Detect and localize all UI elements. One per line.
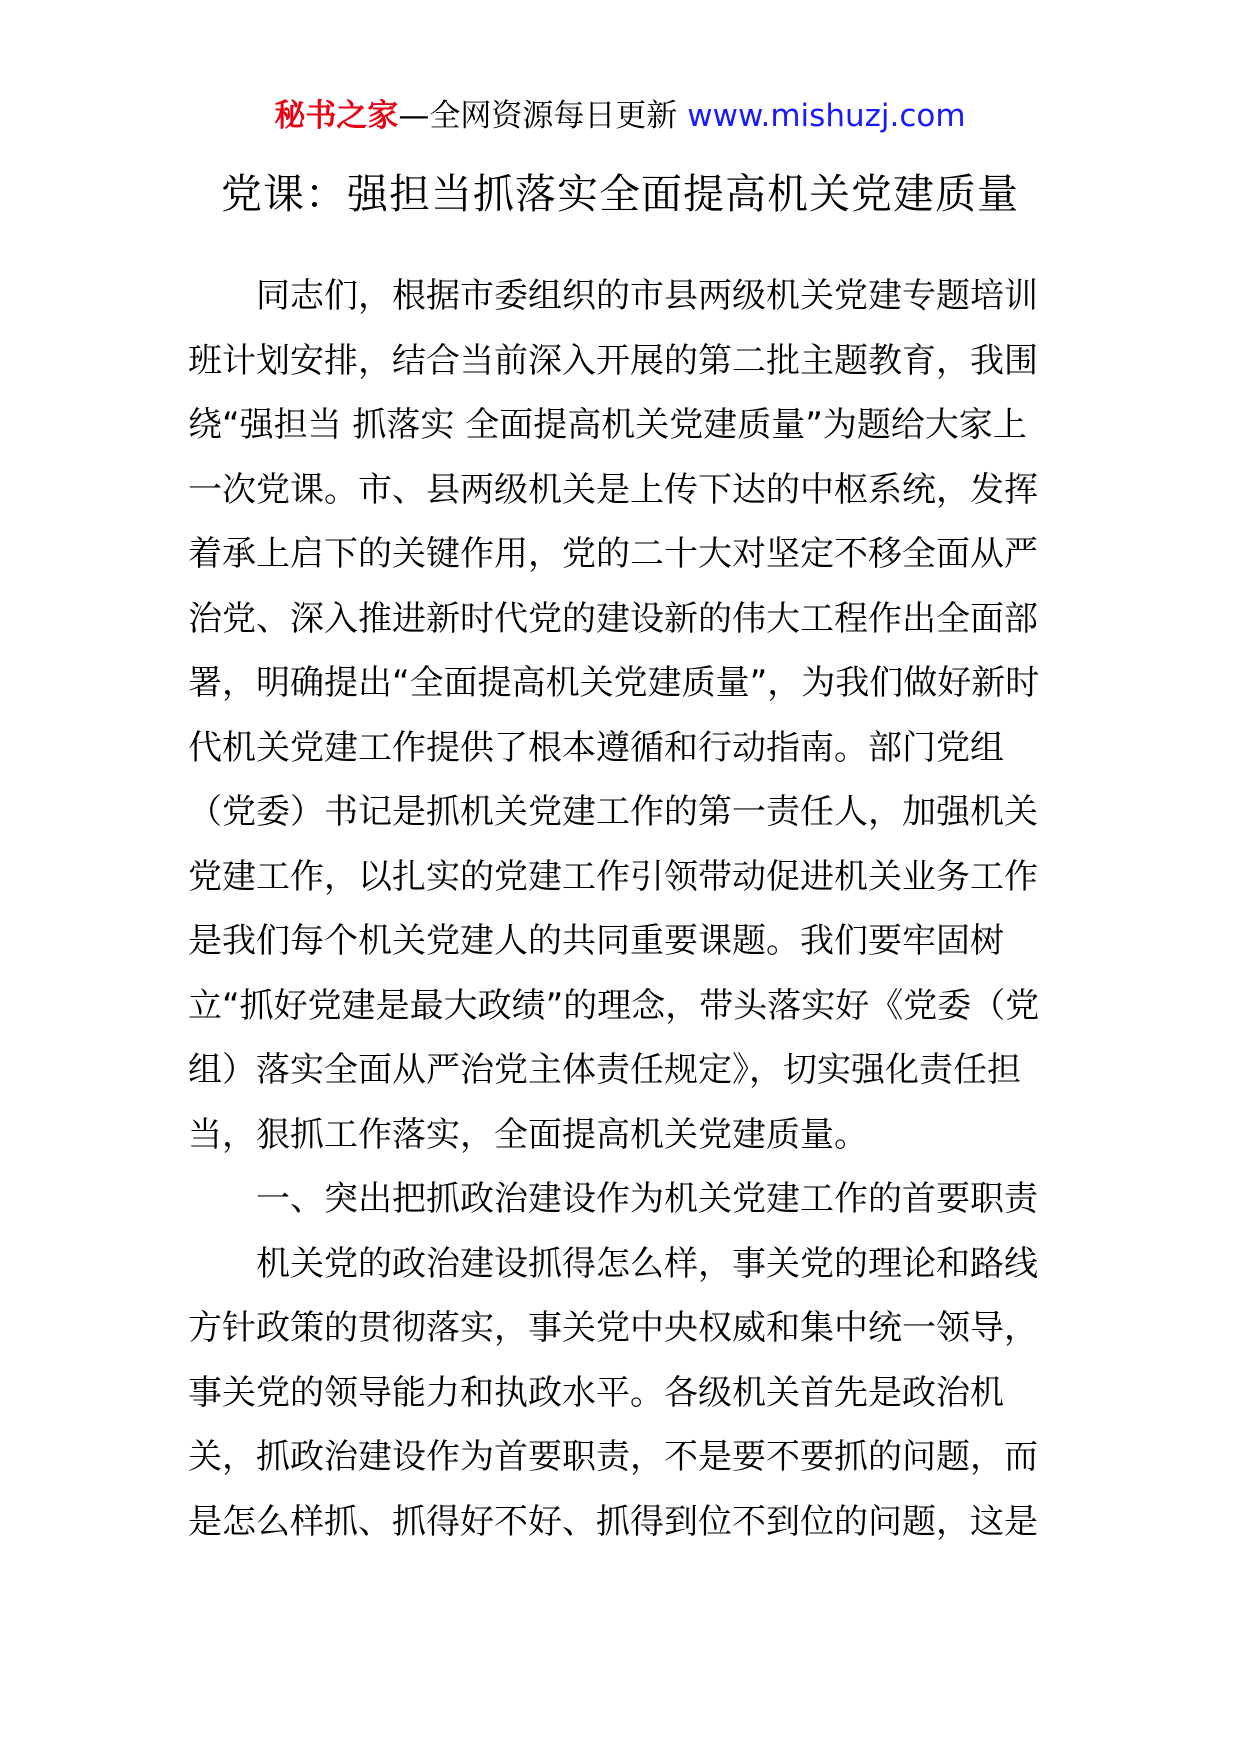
paragraph-section-1: 机关党的政治建设抓得怎么样，事关党的理论和路线方针政策的贯彻落实，事关党中央权威和集中统一领导，事关党的领导能力和执政水平。各级机关首先是政治机关，抓政治建设作为首要职责，不是要不要抓的问题，而是怎么样抓、抓得好不好、抓得到位不到位的问题，这是 (188, 1243, 1038, 1542)
document-title: 党课：强担当抓落实全面提高机关党建质量 (221, 170, 1019, 218)
brand-name: 秘书之家 (274, 98, 399, 134)
header-slogan: —全网资源每日更新 (398, 98, 688, 134)
document-body (188, 264, 1048, 1554)
site-url-link[interactable]: www.mishuzj.com (687, 98, 966, 134)
site-header (0, 96, 1240, 136)
section-heading-1: 一、突出把抓政治建设作为机关党建工作的首要职责 (256, 1179, 1038, 1219)
paragraph-intro: 同志们，根据市委组织的市县两级机关党建专题培训班计划安排，结合当前深入开展的第二批主题教育，我围绕“强担当 抓落实 全面提高机关党建质量”为题给大家上一次党课。市、县两级机关是上传下达的中枢系统，发挥着承上启下的关键作用，党的二十大对坚定不移全面从严治党、深入推进新时代党的建设新的伟大工程作出全面部署，明确提出“全面提高机关党建质量”，为我们做好新时代机关党建工作提供了根本遵循和行动指南。部门党组（党委）书记是抓机关党建工作的第一责任人，加强机关党建工作，以扎实的党建工作引领带动促进机关业务工作是我们每个机关党建人的共同重要课题。我们要牢固树立“抓好党建是最大政绩”的理念，带头落实好《党委（党组）落实全面从严治党主体责任规定》，切实强化责任担当，狠抓工作落实，全面提高机关党建质量。 (188, 276, 1040, 1155)
